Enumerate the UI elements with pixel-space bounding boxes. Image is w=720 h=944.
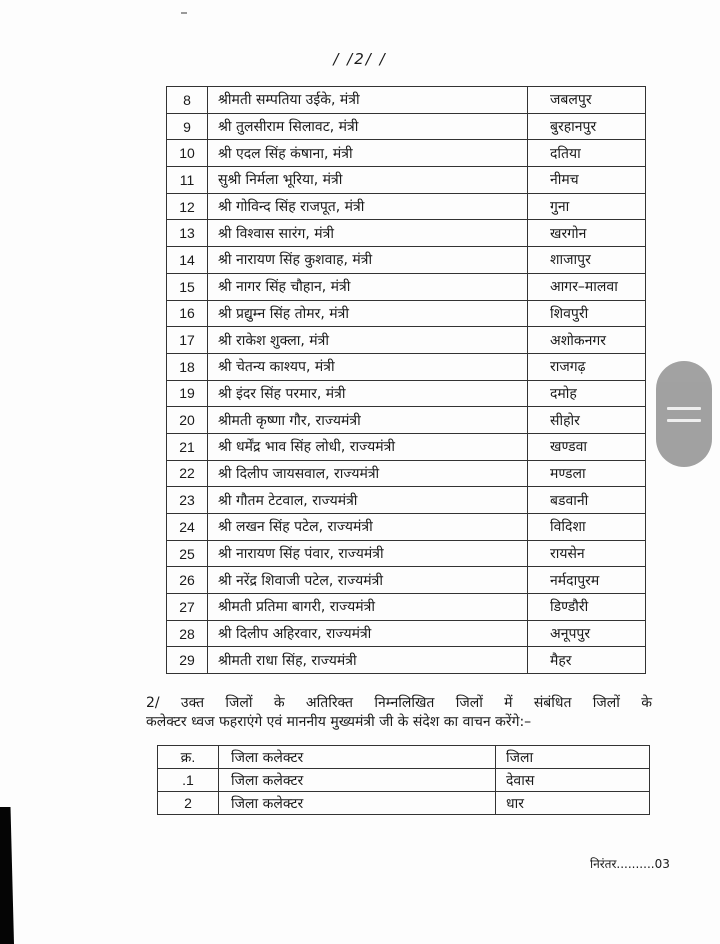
minister-name-cell: श्री राकेश शुक्ला, मंत्री — [208, 327, 528, 354]
serial-cell: 24 — [167, 514, 208, 541]
district-cell: विदिशा — [528, 514, 646, 541]
district-cell: डिण्डौरी — [528, 594, 646, 621]
serial-cell: 21 — [167, 433, 208, 460]
continued-marker: निरंतर..........03 — [590, 857, 670, 871]
paragraph-line-1: 2/ उक्त जिलों के अतिरिक्त निम्नलिखित जिलों में संबंधित जिलों के — [146, 695, 652, 711]
serial-cell: 12 — [167, 193, 208, 220]
district-cell: मण्डला — [528, 460, 646, 487]
header-district: जिला — [496, 746, 650, 769]
table-row — [167, 380, 646, 407]
table-row — [167, 567, 646, 594]
minister-name-cell: श्री लखन सिंह पटेल, राज्यमंत्री — [208, 514, 528, 541]
minister-name-cell: श्री नारायण सिंह पंवार, राज्यमंत्री — [208, 540, 528, 567]
district-cell: सीहोर — [528, 407, 646, 434]
menu-handle-icon — [667, 407, 701, 410]
district-cell: खरगोन — [528, 220, 646, 247]
district-cell: शिवपुरी — [528, 300, 646, 327]
table-row — [167, 620, 646, 647]
district-cell: नर्मदापुरम — [528, 567, 646, 594]
district-cell: दमोह — [528, 380, 646, 407]
scan-speck — [181, 12, 187, 14]
district-cell: रायसेन — [528, 540, 646, 567]
district-cell: दतिया — [528, 140, 646, 167]
serial-cell: 13 — [167, 220, 208, 247]
minister-name-cell: श्री दिलीप अहिरवार, राज्यमंत्री — [208, 620, 528, 647]
table-row — [167, 220, 646, 247]
table-row — [167, 353, 646, 380]
serial-cell: 18 — [167, 353, 208, 380]
serial-cell: 22 — [167, 460, 208, 487]
table-row — [167, 247, 646, 274]
minister-name-cell: श्री गौतम टेटवाल, राज्यमंत्री — [208, 487, 528, 514]
serial-cell: 2 — [158, 792, 219, 815]
serial-cell: 28 — [167, 620, 208, 647]
table-row — [167, 327, 646, 354]
table-row — [167, 273, 646, 300]
scan-edge-shadow — [0, 807, 14, 944]
minister-name-cell: श्री गोविन्द सिंह राजपूत, मंत्री — [208, 193, 528, 220]
serial-cell: 10 — [167, 140, 208, 167]
district-cell: बडवानी — [528, 487, 646, 514]
district-cell: जबलपुर — [528, 87, 646, 114]
minister-name-cell: श्रीमती प्रतिमा बागरी, राज्यमंत्री — [208, 594, 528, 621]
menu-handle-icon — [667, 419, 701, 422]
district-cell: बुरहानपुर — [528, 113, 646, 140]
table-row — [167, 407, 646, 434]
table-row — [167, 167, 646, 194]
district-cell: आगर–मालवा — [528, 273, 646, 300]
table-row — [167, 514, 646, 541]
serial-cell: 9 — [167, 113, 208, 140]
district-cell: खण्डवा — [528, 433, 646, 460]
header-serial: क्र. — [158, 746, 219, 769]
minister-district-table — [166, 86, 646, 674]
table-row — [167, 540, 646, 567]
serial-cell: 14 — [167, 247, 208, 274]
table-row — [167, 87, 646, 114]
table-row — [167, 647, 646, 674]
table-row — [167, 113, 646, 140]
table-row — [167, 193, 646, 220]
serial-cell: 8 — [167, 87, 208, 114]
table-row — [167, 300, 646, 327]
collector-cell: जिला कलेक्टर — [219, 792, 496, 815]
minister-name-cell: श्री एदल सिंह कंषाना, मंत्री — [208, 140, 528, 167]
table-row — [158, 792, 650, 815]
serial-cell: 16 — [167, 300, 208, 327]
minister-name-cell: श्रीमती कृष्णा गौर, राज्यमंत्री — [208, 407, 528, 434]
serial-cell: 29 — [167, 647, 208, 674]
serial-cell: 20 — [167, 407, 208, 434]
serial-cell: 19 — [167, 380, 208, 407]
minister-name-cell: श्री चेतन्य काश्यप, मंत्री — [208, 353, 528, 380]
table-row — [167, 487, 646, 514]
table-row — [167, 594, 646, 621]
serial-cell: 15 — [167, 273, 208, 300]
minister-name-cell: सुश्री निर्मला भूरिया, मंत्री — [208, 167, 528, 194]
minister-name-cell: श्री दिलीप जायसवाल, राज्यमंत्री — [208, 460, 528, 487]
instruction-paragraph — [146, 694, 652, 732]
minister-name-cell: श्री विश्वास सारंग, मंत्री — [208, 220, 528, 247]
minister-name-cell: श्री धर्मेंद्र भाव सिंह लोधी, राज्यमंत्री — [208, 433, 528, 460]
district-cell: राजगढ़ — [528, 353, 646, 380]
header-collector: जिला कलेक्टर — [219, 746, 496, 769]
district-cell: मैहर — [528, 647, 646, 674]
serial-cell: .1 — [158, 769, 219, 792]
minister-name-cell: श्री प्रद्युम्न सिंह तोमर, मंत्री — [208, 300, 528, 327]
district-cell: शाजापुर — [528, 247, 646, 274]
minister-name-cell: श्री इंदर सिंह परमार, मंत्री — [208, 380, 528, 407]
page-number: / /2/ / — [333, 50, 387, 68]
collector-cell: जिला कलेक्टर — [219, 769, 496, 792]
district-cell: अशोकनगर — [528, 327, 646, 354]
table-row — [158, 769, 650, 792]
district-cell: धार — [496, 792, 650, 815]
district-cell: गुना — [528, 193, 646, 220]
minister-name-cell: श्रीमती सम्पतिया उईके, मंत्री — [208, 87, 528, 114]
serial-cell: 11 — [167, 167, 208, 194]
serial-cell: 17 — [167, 327, 208, 354]
table-row — [167, 140, 646, 167]
table-row — [167, 433, 646, 460]
district-cell: नीमच — [528, 167, 646, 194]
table-row — [167, 460, 646, 487]
minister-name-cell: श्रीमती राधा सिंह, राज्यमंत्री — [208, 647, 528, 674]
serial-cell: 26 — [167, 567, 208, 594]
minister-name-cell: श्री नरेंद्र शिवाजी पटेल, राज्यमंत्री — [208, 567, 528, 594]
minister-name-cell: श्री नारायण सिंह कुशवाह, मंत्री — [208, 247, 528, 274]
minister-name-cell: श्री तुलसीराम सिलावट, मंत्री — [208, 113, 528, 140]
minister-name-cell: श्री नागर सिंह चौहान, मंत्री — [208, 273, 528, 300]
serial-cell: 25 — [167, 540, 208, 567]
serial-cell: 23 — [167, 487, 208, 514]
district-cell: देवास — [496, 769, 650, 792]
table-header-row — [158, 746, 650, 769]
district-cell: अनूपपुर — [528, 620, 646, 647]
collector-district-table — [157, 745, 650, 815]
paragraph-line-2: कलेक्टर ध्वज फहराएंगे एवं माननीय मुख्यमंत्री जी के संदेश का वाचन करेंगे:– — [146, 714, 532, 730]
serial-cell: 27 — [167, 594, 208, 621]
floating-menu-handle[interactable] — [656, 361, 712, 467]
